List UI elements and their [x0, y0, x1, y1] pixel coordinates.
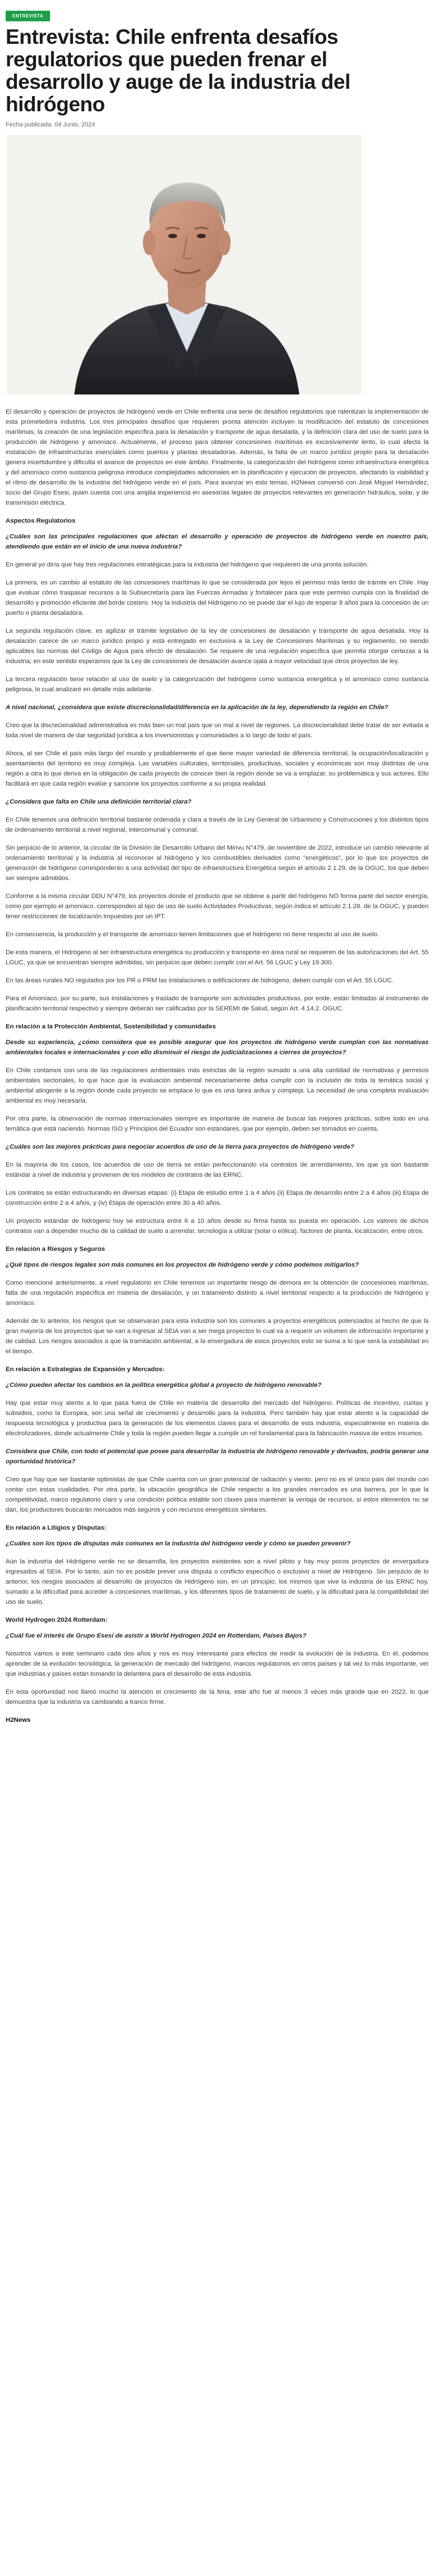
interview-question: ¿Cuál fue el interés de Grupo Esesi de asistir a World Hydrogen 2024 en Rotterdam, Países Bajos?: [6, 1632, 307, 1639]
paragraph: Ahora, al ser Chile el país más largo del mundo y probablemente el que tiene mayor variedad de diferencia territorial, la ocupación/localización y asentamiento del territorio es muy compleja. Las variables culturales, territoriales, productivas, sociales y económicas son muy distintas de una región a otra lo que deriva en la obligación de cada proyecto de conocer bien la región donde se va a emplazar, su problemática y sus actores. Ello facilitará en que cada región evalúe y sancione los proyectos conforme a su propia realidad.: [6, 750, 429, 787]
paragraph: Aún la industria del Hidrógeno verde no se desarrolla, los proyectos existentes son a nivel piloto y hay muy pocos proyectos de envergadura ingresados al SEIA. Por lo tanto, aún no es posible prever una disputa o conflicto específico o exclusivo a nivel de Hidrógeno. Sin perjuicio de lo anterior, los riesgos asociados al desarrollo de proyectos de Hidrógeno son, en un principio, los mismos que vive la industria de las ERNC hoy, sumado a la dificultad para acceder a concesiones marítimas, y los diferentes tipos de tratamiento de suelo, y la dificultad para la compatibilidad del uso de suelo.: [6, 1558, 429, 1606]
interview-question: ¿Qué tipos de riesgos legales son más comunes en los proyectos de hidrógeno verde y cómo podemos mitigarlos?: [6, 1262, 359, 1268]
paragraph: Como mencioné anteriormente, a nivel regulatorio en Chile tenemos un importante riesgo de demora en la obtención de concesiones marítimas, falta de una regulación específica en materia de desalación, y un tratamiento distinto a nivel territorial respecto a la producción de hidrógeno y amoníaco.: [6, 1280, 429, 1307]
paragraph: Hay que estar muy atento a lo que pasa fuera de Chile en materia de desarrollo del mercado del hidrógeno. Políticas de incentivo, cuotas y subsidios, como la Europea, son una señal de crecimiento y desarrollo para la industria. Pero también hay que estar atento a la capacidad de respuesta tecnológica y productiva para la generación de los elementos claves para el desarrollo de esta industria, especialmente en materia de electrolizadores, donde actualmente Chile y toda la región pueden llegar a cumplir un rol fundamental para la fabricación masiva de estos insumos.: [6, 1400, 429, 1437]
interview-question: Considera que Chile, con todo el potencial que posee para desarrollar la industria de hidrógeno renovable y derivados, podría generar una oportunidad histórica?: [6, 1448, 429, 1465]
article-body: [3, 407, 429, 1707]
paragraph: Además de lo anterior, los riesgos que se observaran para esta industria son los comunes a proyectos energéticos potenciados al hecho de que la gran mayoría de los proyectos que se van a ingresar al SEIA van a ser mega proyectos lo cual va a requerir un volumen de información importante y de calidad. Los riesgos asociados a que la tramitación ambiental, a la envergadura de estos proyectos esto se suma a lo que será la estabilidad en el tiempo.: [6, 1318, 429, 1355]
paragraph: La primera, es un cambio al estatuto de las concesiones marítimas lo que se considerada por lejos el permiso más lento de trámite en Chile. Hay que evaluar cómo traspasar recursos a la Subsecretaría para las Fuerzas Armadas y fortalecer para que este permiso cumpla con la finalidad de desarrollo y promoción eficiente del borde costero. Hoy la industria del Hidrógeno no se puede dar el lujo de esperar 8 años para la concesión de un puerto o planta desaladora.: [6, 579, 429, 616]
paragraph: La tercera regulación tiene relación al uso de suelo y la categorización del hidrógeno como sustancia energética y el amoníaco como sustancia peligrosa, lo cual analizaré en detalle más adelante.: [6, 676, 429, 693]
paragraph: La segunda regulación clave, es agilizar el trámite legislativo de la ley de concesiones de desalación y transporte de agua desalada. Hoy la desalación carece de un marco jurídico propio y está entregado en exclusiva a la Ley de Concesiones Marítimas y su reglamento, no siendo aplicables las normas del Código de Agua para efecto de desalación. Se requiere de una regulación específica que permita otorgar certezas a la industria; en este sentido esperamos que la Ley de concesiones de desalación avance ojalá a mayor velocidad que otros proyectos de ley.: [6, 628, 429, 665]
interviewee-photo: [7, 135, 361, 394]
paragraph: Los contratos se están estructurando en diversas etapas: (i) Etapa de estudio entre 1 a 4 años (ii) Etapa de desarrollo entre 2 a 4 años (iii) Etapa de construcción entre 2 a 4 años, y (iv) Etapa de operación entre 30 a 40 años.: [6, 1190, 429, 1207]
paragraph: En consecuencia, la producción y el transporte de amoníaco tienen limitaciones que el hidrógeno no tiene respecto al uso de suelo.: [6, 931, 379, 938]
paragraph: En Chile contamos con una de las regulaciones ambientales más estrictas de la región sumado a una alta cantidad de normativas y permisos ambientales sectoriales, lo que hace que la evaluación ambiental necesariamente deba cumplir con la inclusión de toda la temática social y ambiental atingente a la región donde cada proyecto se emplace lo que es una tarea ardua y compleja. La necesidad de una completa evaluación ambiental es muy necesaria.: [6, 1067, 429, 1104]
interview-question: ¿Considera que falta en Chile una definición territorial clara?: [6, 799, 192, 805]
interview-question: ¿Cuáles son las principales regulaciones que afectan el desarrollo y operación de proyectos de hidrógeno verde en nuestro país, atendiendo que están en el inicio de una nueva industria?: [6, 533, 429, 550]
section-heading: En relación a Riesgos y Seguros: [6, 1246, 105, 1253]
interview-question: Desde su experiencia, ¿cómo considera que es posible asegurar que los proyectos de hidrógeno verde cumplan con las normativas ambientales locales e internacionales y con ello disminuir el riesgo de judicializaciones a cierres de proyectos?: [6, 1039, 429, 1056]
paragraph: En Chile tenemos una definición territorial bastante ordenada y clara a través de la Ley General de Urbanismo y Construcciones y los distintos tipos de ordenamiento territorial a nivel regional, intercomunal y comunal.: [6, 817, 429, 833]
paragraph: Sin perjuicio de lo anterior, la circular de la División de Desarrollo Urbano del Minvu N°479, de noviembre de 2022, introduce un cambio relevante al ordenamiento territorial y la industria al reconocer al hidrógeno y los combustibles derivados como "energéticos", por lo que los proyectos de generación de hidrógeno corresponderán a una actividad del tipo de infraestructura Energética según el artículo 2.1.29. de la OGUC, los que deben ser siempre admitidos.: [6, 845, 429, 882]
section-heading: En relación a Litigios y Disputas:: [6, 1525, 107, 1531]
paragraph: En esta oportunidad nos llamó mucho la atención el crecimiento de la feria, este año fue al menos 3 veces más grande que en 2022, lo que demuestra que la industria va cambiando a tranco firme.: [6, 1689, 429, 1706]
publish-date: Fecha publicada: 04 Junio, 2024: [6, 121, 96, 128]
paragraph: Por otra parte, la observación de normas internacionales siempre es importante de manera de buscar las mejores prácticas, sobre todo en una temática que está naciendo. Normas ISO y Principios del Ecuador son estándares, que por ejemplo, deben ser tomados en cuenta.: [6, 1115, 429, 1132]
paragraph: Un proyecto estándar de hidrógeno hoy se estructura entre 6 a 10 años desde su firma hasta su puesta en operación. Los valores de dichos contratos van a depender mucho de la calidad de suelo a arrendar, tecnología a utilizar (solar o eólica), factores de planta, localización, entre otros.: [6, 1218, 429, 1235]
paragraph: En general yo diría que hay tres regulaciones estratégicas para la industria del hidrógeno que requieren de una pronta solución.: [6, 561, 369, 568]
paragraph: Para el Amoníaco, por su parte, sus instalaciones y traslado de transporte son actividades productivas, por ende, están limitadas al instrumento de planificación territorial respectivo y siempre deberán ser calificadas por la SEREMI de Salud, según Art. 4.14.2. OGUC.: [6, 995, 429, 1012]
interview-question: A nivel nacional, ¿considera que existe discrecionalidad/diferencia en la aplicación de la ley, dependiendo la región en Chile?: [6, 704, 389, 711]
section-heading: World Hydrogen 2024 Rotterdam:: [6, 1617, 107, 1623]
category-badge[interactable]: ENTREVISTA: [6, 11, 50, 21]
interview-question: ¿Cuáles son las mejores prácticas para negociar acuerdos de uso de la tierra para proyectos de hidrógeno verde?: [6, 1144, 354, 1150]
paragraph: De esta manera, el Hidrógeno al ser infraestructura energética su producción y transporte en área rural se requieren de las autorizaciones del Art. 55 LGUC, ya que se encuentran siempre admitidas, sin perjuicio que deben cumplir con el Art. 56 LGUC y Ley 19.300.: [6, 949, 429, 966]
interview-question: ¿Cuáles son los tipos de disputas más comunes en la industria del hidrógeno verde y cómo se pueden prevenir?: [6, 1540, 351, 1547]
signature: H2News: [6, 1717, 31, 1724]
paragraph: Conforme a la misma circular DDU N°479, los proyectos donde el producto que se obtiene a partir del hidrógeno NO forma parte del sector energía, como por ejemplo el amoníaco, corresponden al tipo de uso de suelo Actividades Productivas, según indica el artículo 2.1.28. de la OGUC, y pueden tener restricciones de localización impuestas por un IPT.: [6, 893, 429, 920]
paragraph: El desarrollo y operación de proyectos de hidrógeno verde en Chile enfrenta una serie de desafíos regulatorios que ralentizan la implementación de esta prometedora industria. Los tres principales desafíos que requieren pronta atención incluyen la modificación del estatuto de concesiones marítimas, la creación de una legislación específica para la desalación y transporte de agua desalada, y la definición clara del uso de suelo para la producción de hidrógeno y amoníaco. Actualmente, el proceso para obtener concesiones marítimas es excesivamente lento, lo cual afecta la instalación de infraestructuras esenciales como puertos y plantas desaladoras. Además, la falta de un marco jurídico propio para la desalación genera incertidumbre y dificulta el avance de proyectos en este ámbito. Finalmente, la categorización del hidrógeno como infraestructura energética y del amoníaco como sustancia peligrosa introduce complejidades adicionales en la planificación y ejecución de proyectos, afectando la viabilidad y el ritmo de desarrollo de la industria del hidrógeno verde en el país. Para avanzar en esto temas, H2News conversó con José Miguel Hernández, socio del Grupo Esesi, quien cuenta con una amplia experiencia en asesorías legales de proyectos relevantes en generación hidráulica, solar, y de transmisión eléctrica.: [6, 409, 429, 506]
article-title: Entrevista: Chile enfrenta desafíos regulatorios que pueden frenar el desarrollo y auge de la industria del hidrógeno: [6, 25, 350, 116]
section-heading: En relación a la Protección Ambiental, Sostenibilidad y comunidades: [6, 1023, 216, 1030]
paragraph: En las áreas rurales NO regulados por los PR o PRM las instalaciones o edificaciones de hidrógeno, deben cumplir con el Art. 55 LGUC.: [6, 977, 394, 984]
interview-question: ¿Cómo pueden afectar los cambios en la política energética global a proyecto de hidrógeno renovable?: [6, 1382, 322, 1389]
paragraph: Creo que la discrecionalidad administrativa es más bien un mal país que un mal a nivel de regiones. La discrecionalidad debe tratar de ser evitada a toda nivel de manera de dar seguridad jurídica a los inversionistas y comunidades a lo largo de todo el país.: [6, 722, 429, 739]
section-heading: Aspectos Regulatorios: [6, 518, 76, 524]
portrait-illustration: [7, 135, 361, 394]
section-heading: En relación a Estrategias de Expansión y Mercados:: [6, 1366, 165, 1373]
paragraph: Nosotros vamos a este seminario cada dos años y nos es muy interesante para efectos de medir la evolución de la industria. En él, podemos aprender de la evolución tecnológica, la generación de mercado del hidrógeno, marcos regulatorios en otros países y tal vez lo más importante, ver que industrias y países están tomando la delantera para el desarrollo de esta industria.: [6, 1650, 429, 1677]
paragraph: Creo que hay que ser bastante optimistas de que Chile cuenta con un gran potencial de radiación y viento, pero no es el único país del mundo con contar con estas cualidades. Por otra parte, la ubicación geográfica de Chile respecto a los grandes mercados es una barrera, por lo que la competitividad, marco regulatorio claro y una condición política estable son claves para mantener la ventaja de recursos, si estos elementos no se dan, los productores buscarán mercados más seguros y con recursos energéticos similares.: [6, 1476, 429, 1513]
paragraph: En la mayoría de los casos, los acuerdos de uso de tierra se están perfeccionando vía contratos de arrendamiento, los que ya son bastante estándar a nivel de industria y provienen de los modelos de contratos de las ERNC.: [6, 1162, 429, 1178]
